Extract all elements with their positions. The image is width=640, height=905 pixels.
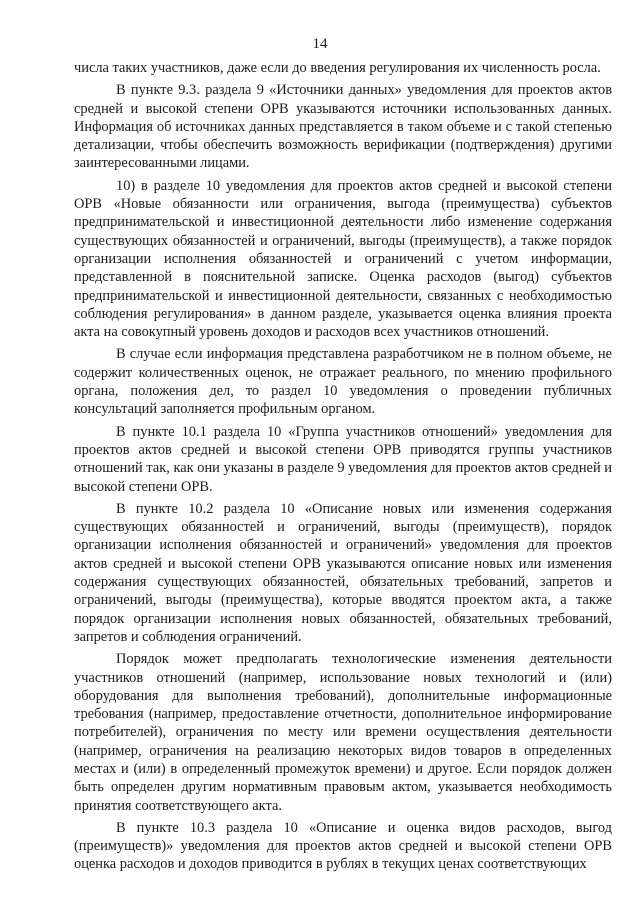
paragraph-10-3: В пункте 10.3 раздела 10 «Описание и оценка видов расходов, выгод (преимуществ)» уведомления для проектов актов средней и высокой степени ОРВ оценка расходов и доходов приводится в рублях в текущих ценах соответствующих xyxy=(74,819,612,873)
document-body xyxy=(74,59,612,874)
paragraph-incomplete-info: В случае если информация представлена разработчиком не в полном объеме, не содержит количественных оценок, не отражает реального, по мнению профильного органа, положения дел, то раздел 10 уведомления о проведении публичных консультаций заполняется профильным органом. xyxy=(74,346,612,418)
page-number: 14 xyxy=(312,36,328,52)
paragraph-sources-9-3: В пункте 9.3. раздела 9 «Источники данных» уведомления для проектов актов средней и высокой степени ОРВ указываются источники использованных данных. Информация об источниках данных представляется в таком объеме и с такой степенью детализации, чтобы обеспечить возможность верификации (подтверждения) другими заинтересованными лицами. xyxy=(74,82,612,172)
paragraph-10-1: В пункте 10.1 раздела 10 «Группа участников отношений» уведомления для проектов актов средней и высокой степени ОРВ приводятся группы участников отношений так, как они указаны в разделе 9 уведомления для проектов актов средней и высокой степени ОРВ. xyxy=(74,423,612,495)
paragraph-procedure: Порядок может предполагать технологические изменения деятельности участников отношений (например, использование новых технологий и (или) оборудования для выполнения требований), дополнительные информационные требования (например, предоставление отчетности, дополнительное информирование потребителей), ограничения по месту или времени осуществления деятельности (например, ограничения на реализацию некоторых видов товаров в определенных местах и (или) в определенный промежуток времени) и другое. Если порядок должен быть определен другим нормативным правовым актом, указывается необходимость принятия соответствующего акта. xyxy=(74,651,612,814)
paragraph-continuation: числа таких участников, даже если до введения регулирования их численность росла. xyxy=(74,60,601,76)
paragraph-10-2: В пункте 10.2 раздела 10 «Описание новых или изменения содержания существующих обязанностей и ограничений, выгоды (преимуществ), порядок организации исполнения обязанностей и ограничений» уведомления для проектов актов средней и высокой степени ОРВ указываются описание новых или изменения содержания существующих обязанностей, обязательных требований, запретов и ограничений, выгоды (преимущества), которые вводятся проектом акта, а также порядок организации исполнения новых обязанностей, обязательных требований, запретов и соблюдения ограничений. xyxy=(74,500,612,645)
paragraph-section-10: 10) в разделе 10 уведомления для проектов актов средней и высокой степени ОРВ «Новые обязанности или ограничения, выгода (преимущества) субъектов предпринимательской и инвестиционной деятельности либо изменение содержания существующих обязанностей и ограничений, выгоды (преимуществ), а также порядок организации исполнения обязанностей и ограничений с учетом информации, представленной в пояснительной записке. Оценка расходов (выгод) субъектов предпринимательской и инвестиционной деятельности, связанных с необходимостью соблюдения регулирования» в данном разделе, указывается оценка влияния проекта акта на совокупный уровень доходов и расходов всех участников отношений. xyxy=(74,177,612,341)
